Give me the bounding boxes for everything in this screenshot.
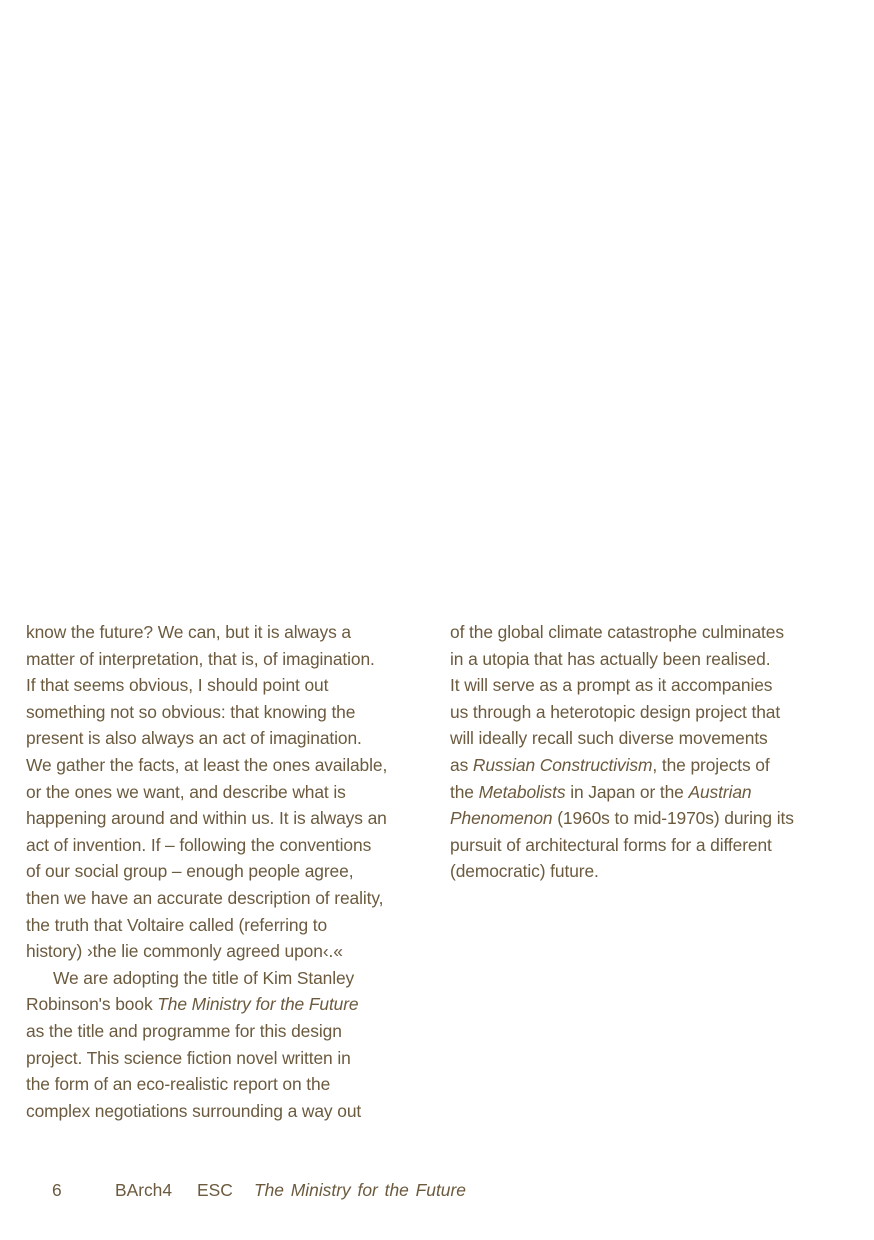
- text-line: in a utopia that has actually been realised.: [450, 648, 771, 669]
- text-fragment: (1960s to mid-1970s) during its: [552, 808, 794, 829]
- text-line: pursuit of architectural forms for a different: [450, 834, 772, 855]
- text-line: If that seems obvious, I should point out: [26, 675, 329, 696]
- book-title-italic: The Ministry for the Future: [157, 994, 359, 1015]
- text-line: know the future? We can, but it is always a: [26, 622, 352, 642]
- movement-name-italic: Austrian: [688, 781, 752, 802]
- text-fragment: the: [450, 781, 479, 802]
- right-text-column: [450, 619, 860, 885]
- footer-course: BArch4: [115, 1180, 173, 1200]
- text-line: complex negotiations surrounding a way out: [26, 1100, 362, 1121]
- left-text-column: [26, 619, 436, 1124]
- text-line: will ideally recall such diverse movements: [450, 728, 768, 749]
- text-line: or the ones we want, and describe what is: [26, 781, 346, 802]
- text-line: [450, 805, 860, 832]
- text-line: [26, 991, 436, 1018]
- text-fragment: as: [450, 754, 473, 775]
- text-line: us through a heterotopic design project that: [450, 701, 781, 722]
- text-line: history) ›the lie commonly agreed upon‹.«: [26, 941, 343, 962]
- movement-name-italic: Russian Constructivism: [472, 754, 653, 775]
- text-line: act of invention. If – following the conventions: [26, 834, 372, 855]
- text-line: then we have an accurate description of reality,: [26, 887, 384, 908]
- text-fragment: Robinson's book: [26, 994, 158, 1015]
- text-fragment: , the projects of: [652, 754, 770, 775]
- text-fragment: in Japan or the: [565, 781, 689, 802]
- text-line: happening around and within us. It is always an: [26, 808, 387, 829]
- page-number: 6: [52, 1180, 62, 1200]
- text-line: We gather the facts, at least the ones available,: [26, 754, 388, 775]
- footer-title: The Ministry for the Future: [254, 1180, 466, 1200]
- text-line: [450, 779, 860, 806]
- text-line: matter of interpretation, that is, of imagination.: [26, 648, 375, 669]
- movement-name-italic: Metabolists: [478, 781, 566, 802]
- text-line: as the title and programme for this design: [26, 1020, 342, 1041]
- text-line: (democratic) future.: [450, 861, 599, 882]
- text-line: the truth that Voltaire called (referring to: [26, 914, 328, 935]
- text-line: [450, 752, 860, 779]
- text-line: the form of an eco-realistic report on the: [26, 1074, 331, 1095]
- text-line: something not so obvious: that knowing the: [26, 701, 356, 722]
- text-line: project. This science fiction novel written in: [26, 1047, 351, 1068]
- movement-name-italic: Phenomenon: [450, 808, 553, 829]
- footer-school: ESC: [197, 1180, 233, 1200]
- text-line: It will serve as a prompt as it accompanies: [450, 675, 773, 696]
- text-line: of our social group – enough people agree,: [26, 861, 354, 882]
- text-line: of the global climate catastrophe culminates: [450, 622, 784, 642]
- paragraph-start-line: We are adopting the title of Kim Stanley: [53, 967, 355, 988]
- text-line: present is also always an act of imagination.: [26, 728, 362, 749]
